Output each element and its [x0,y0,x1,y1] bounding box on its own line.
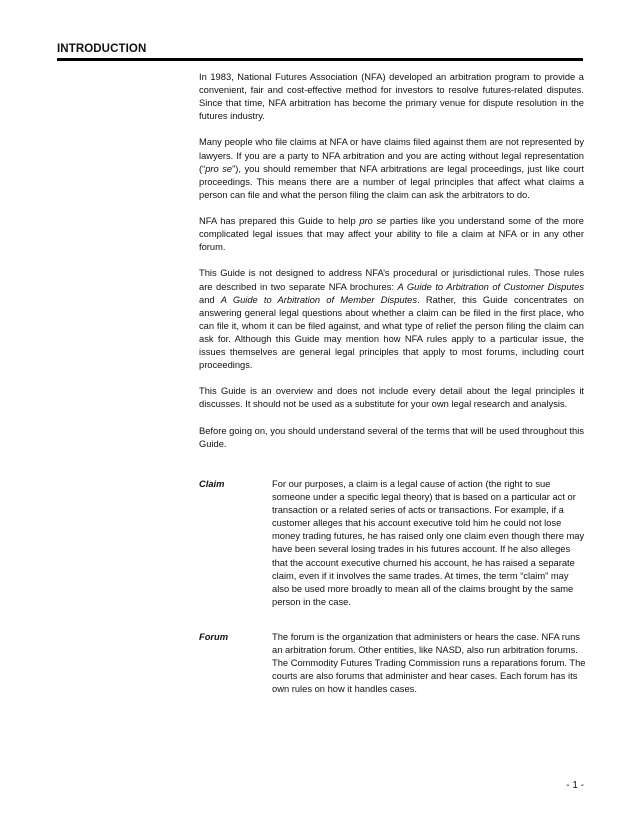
term-definition: For our purposes, a claim is a legal cause of action (the right to sue someone under a specific legal theory) that is based on a particular act or transaction or a related series of acts or transactions. For example, if a customer alleges that his account executive told him he could not lose money trading futures, he has raised only one claim even though there may have been several losing trades in his futures account. If he also alleges that the account executive churned his account, he has raised a separate claim, even if it involves the same trades. At times, the term “claim” may also be used more broadly to mean all of the claims brought by the same person in the case. [272,479,585,607]
paragraph-text: . Rather, this Guide concentrates on answering general legal questions about whether a claim can be filed in the first place, who can file it, whom it can be filed against, and what type of relief the person filing the claim can ask for. Although this Guide may mention how NFA rules apply to a particular issue, the issues themselves are general legal principles that apply to most forums, including court proceedings. [199,294,584,371]
paragraph-text: NFA has prepared this Guide to help [199,216,360,227]
section-divider [57,58,583,61]
italic-text: A Guide to Arbitration of Member Disputes [220,294,418,305]
italic-text: pro se [359,216,387,227]
section-title: INTRODUCTION [57,43,147,55]
body-paragraph [199,385,584,411]
section-header [57,43,583,61]
term-label: Claim [199,479,225,489]
paragraph-text: ”), you should remember that NFA arbitrations are legal proceedings, just like court proceedings. This means there are a number of legal principles that affect what claims a person can file and what the person filing the claim can ask the arbitrators to do. [199,163,584,200]
body-paragraph [199,136,584,201]
body-paragraph [199,267,584,372]
paragraph-text: Many people who file claims at NFA or have claims filed against them are not represented by lawyers. If you are a party to NFA arbitration and you are acting without legal representation (“ [199,137,584,174]
paragraph-text: This Guide is an overview and does not include every detail about the legal principles it discusses. It should not be used as a substitute for your own legal research and analysis. [199,386,584,410]
paragraph-text: parties like you understand some of the more complicated legal issues that may affect your ability to file a claim at NFA or in any other forum. [199,216,584,253]
italic-text: pro se [205,163,233,174]
term-label: Forum [199,632,229,642]
term-definition-claim [199,478,586,609]
term-definition-forum [199,631,586,696]
body-paragraph [199,71,584,123]
paragraph-text: This Guide is not designed to address NFA’s procedural or jurisdictional rules. Those rules are described in two separate NFA brochures: [199,268,584,292]
body-text [199,71,584,464]
paragraph-text: and [199,294,221,305]
body-paragraph [199,425,584,451]
term-definition: The forum is the organization that administers or hears the case. NFA runs an arbitration forum. Other entities, like NASD, also run arbitration forums. The Commodity Futures Trading Commission runs a reparations forum. The courts are also forums that administer and hear cases. Each forum has its own rules on how it handles cases. [272,632,586,695]
body-paragraph [199,215,584,254]
page-number: - 1 - [566,780,584,791]
paragraph-text: Before going on, you should understand several of the terms that will be used throughout this Guide. [199,425,584,449]
italic-text: A Guide to Arbitration of Customer Disputes [397,281,584,292]
paragraph-text: In 1983, National Futures Association (NFA) developed an arbitration program to provide a convenient, fair and cost-effective method for investors to resolve futures-related disputes. Since that time, NFA arbitration has become the primary venue for dispute resolution in the futures industry. [199,72,584,122]
